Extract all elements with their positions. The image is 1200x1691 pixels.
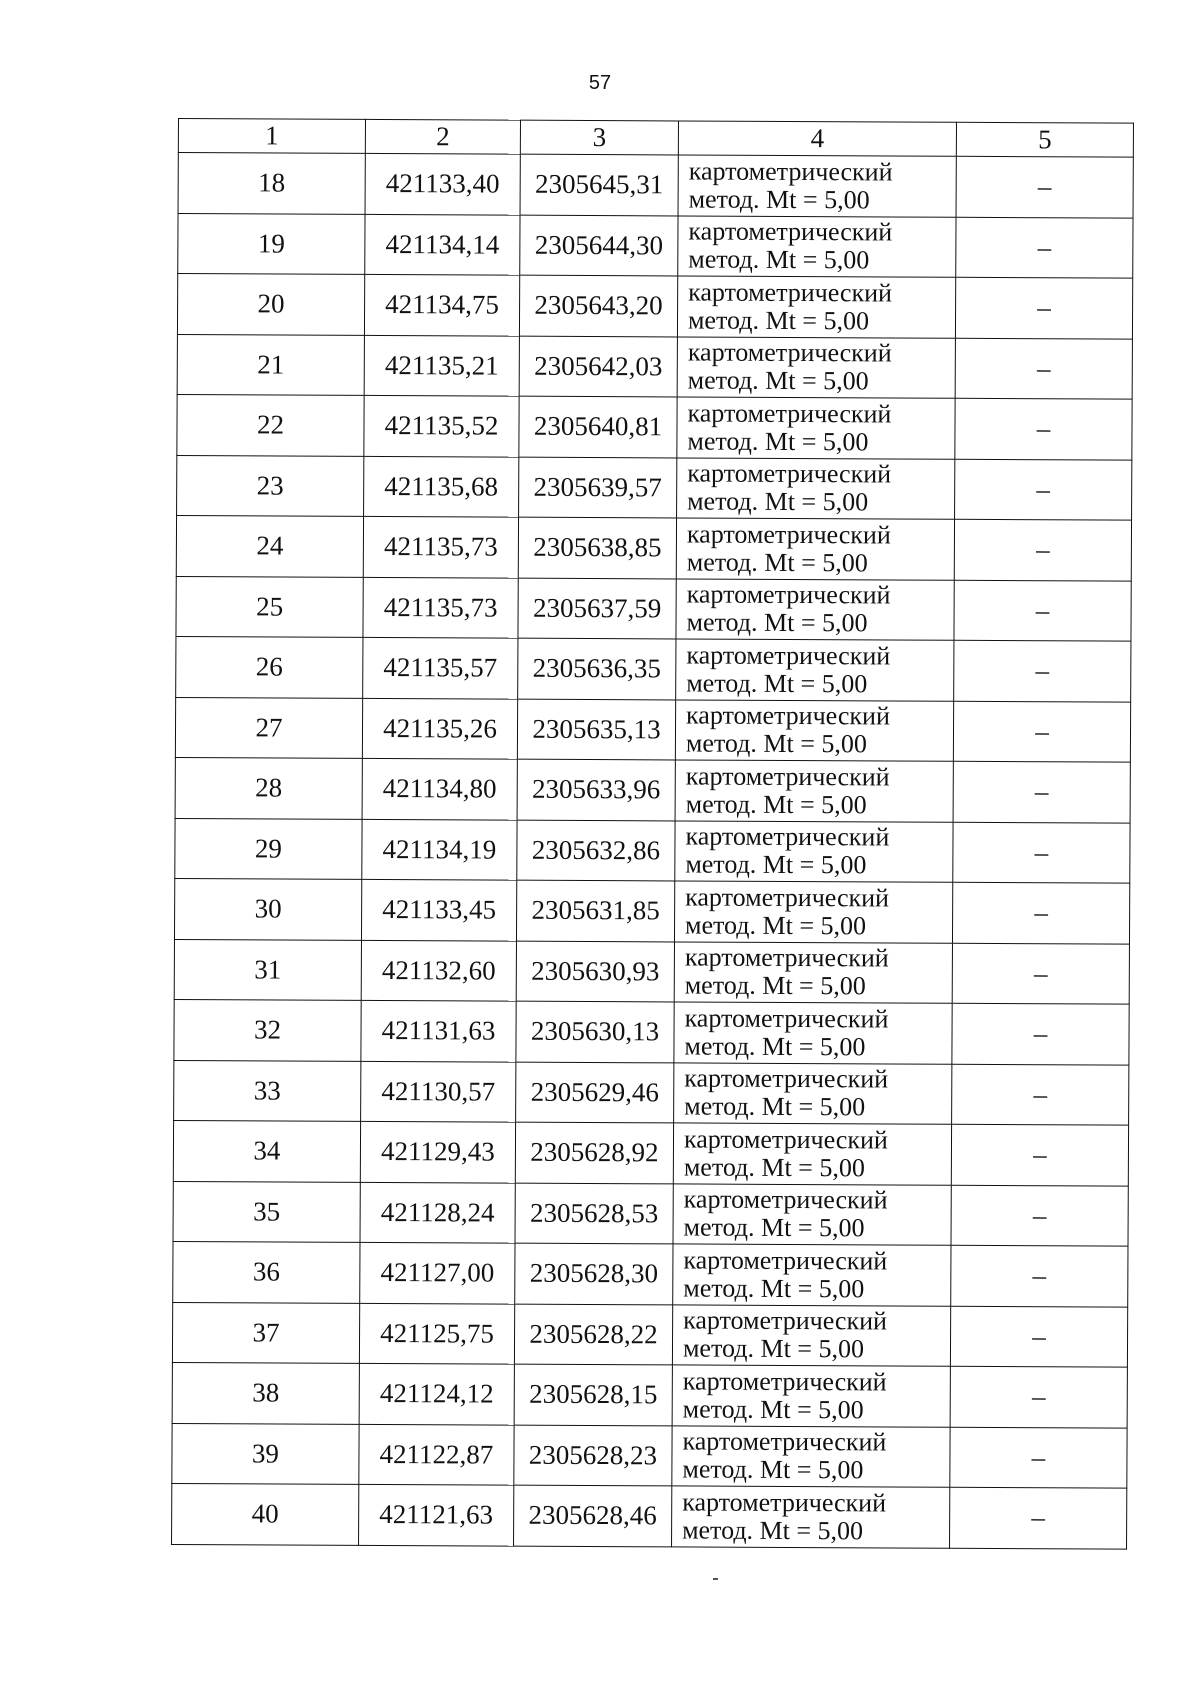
- note-cell: –: [955, 398, 1132, 459]
- method-line-1: картометрический: [685, 882, 890, 913]
- method-line-2: метод. Mt = 5,00: [682, 1333, 865, 1364]
- x-coordinate-cell: 421133,40: [365, 153, 520, 214]
- point-number-cell: 36: [173, 1241, 360, 1302]
- method-line-2: метод. Mt = 5,00: [688, 244, 870, 275]
- method-line-1: картометрический: [687, 458, 892, 489]
- note-cell: –: [956, 156, 1133, 217]
- method-line-2: метод. Mt = 5,00: [684, 1091, 866, 1122]
- method-line-2: метод. Mt = 5,00: [686, 547, 868, 578]
- method-line-1: картометрический: [685, 761, 890, 792]
- note-cell: –: [953, 701, 1130, 762]
- note-cell: –: [952, 1064, 1129, 1125]
- table-row: [174, 1060, 1129, 1125]
- y-coordinate-cell: 2305630,93: [516, 941, 674, 1002]
- method-line-2: метод. Mt = 5,00: [687, 486, 869, 517]
- y-coordinate-cell: 2305639,57: [519, 457, 677, 518]
- method-cell: [676, 518, 954, 580]
- note-cell: –: [954, 519, 1131, 580]
- point-number-cell: 22: [177, 394, 364, 455]
- note-cell: –: [954, 580, 1131, 641]
- method-cell: [674, 941, 952, 1003]
- y-coordinate-cell: 2305629,46: [516, 1062, 674, 1123]
- note-cell: –: [952, 943, 1129, 1004]
- table-row: [173, 1120, 1128, 1185]
- method-line-1: картометрический: [685, 821, 890, 852]
- point-number-cell: 20: [177, 274, 364, 335]
- note-cell: –: [955, 277, 1132, 338]
- method-line-1: картометрический: [684, 942, 889, 973]
- method-cell: [673, 1244, 951, 1306]
- header-cell-5: 5: [956, 122, 1133, 157]
- table-row: [178, 213, 1133, 278]
- method-cell: [673, 1183, 951, 1245]
- y-coordinate-cell: 2305628,53: [515, 1183, 673, 1244]
- point-number-cell: 25: [176, 576, 363, 637]
- point-number-cell: 18: [178, 153, 365, 214]
- coordinates-table: [171, 118, 1134, 1549]
- table-row: [175, 818, 1130, 883]
- method-cell: [675, 820, 953, 882]
- method-line-2: метод. Mt = 5,00: [686, 607, 868, 638]
- method-cell: [677, 457, 955, 519]
- y-coordinate-cell: 2305636,35: [518, 638, 676, 699]
- y-coordinate-cell: 2305645,31: [520, 154, 678, 215]
- note-cell: –: [953, 761, 1130, 822]
- point-number-cell: 21: [177, 334, 364, 395]
- x-coordinate-cell: 421131,63: [361, 1000, 516, 1061]
- note-cell: –: [953, 822, 1130, 883]
- method-line-1: картометрический: [686, 579, 891, 610]
- method-cell: [674, 1002, 952, 1064]
- y-coordinate-cell: 2305628,23: [514, 1425, 672, 1486]
- point-number-cell: 28: [175, 757, 362, 818]
- note-cell: –: [952, 1003, 1129, 1064]
- table-row: [177, 274, 1132, 339]
- y-coordinate-cell: 2305628,92: [515, 1122, 673, 1183]
- point-number-cell: 27: [175, 697, 362, 758]
- point-number-cell: 37: [172, 1302, 359, 1363]
- point-number-cell: 31: [174, 939, 361, 1000]
- method-line-1: картометрический: [684, 1003, 889, 1034]
- note-cell: –: [956, 217, 1133, 278]
- method-line-2: метод. Mt = 5,00: [683, 1152, 865, 1183]
- method-line-1: картометрический: [683, 1184, 888, 1215]
- method-line-1: картометрический: [687, 398, 892, 429]
- point-number-cell: 33: [174, 1060, 361, 1121]
- table-row: [172, 1362, 1127, 1427]
- table-row: [174, 878, 1129, 943]
- method-line-1: картометрический: [688, 277, 893, 308]
- x-coordinate-cell: 421133,45: [361, 879, 516, 940]
- method-cell: [674, 881, 952, 943]
- method-line-2: метод. Mt = 5,00: [686, 668, 868, 699]
- point-number-cell: 29: [175, 818, 362, 879]
- note-cell: –: [954, 640, 1131, 701]
- method-cell: [678, 215, 956, 277]
- method-cell: [672, 1425, 950, 1487]
- table-row: [176, 576, 1131, 641]
- table-row: [175, 757, 1130, 822]
- method-line-1: картометрический: [687, 337, 892, 368]
- table-row: [174, 999, 1129, 1064]
- table-row: [177, 455, 1132, 520]
- note-cell: –: [951, 1185, 1128, 1246]
- x-coordinate-cell: 421134,80: [362, 758, 517, 819]
- point-number-cell: 38: [172, 1362, 359, 1423]
- method-line-1: картометрический: [683, 1124, 888, 1155]
- header-cell-2: 2: [365, 119, 520, 154]
- method-cell: [676, 639, 954, 701]
- header-cell-3: 3: [520, 120, 678, 155]
- method-cell: [672, 1365, 950, 1427]
- scan-speck: [713, 1578, 718, 1580]
- point-number-cell: 26: [176, 636, 363, 697]
- method-line-2: метод. Mt = 5,00: [687, 305, 870, 336]
- y-coordinate-cell: 2305632,86: [517, 820, 675, 881]
- method-line-1: картометрический: [683, 1305, 888, 1336]
- x-coordinate-cell: 421122,87: [359, 1424, 514, 1485]
- point-number-cell: 32: [174, 999, 361, 1060]
- method-line-2: метод. Mt = 5,00: [684, 1031, 866, 1062]
- page-number: 57: [588, 72, 612, 94]
- y-coordinate-cell: 2305628,15: [514, 1364, 672, 1425]
- y-coordinate-cell: 2305628,30: [515, 1243, 673, 1304]
- table-row: [176, 515, 1131, 580]
- x-coordinate-cell: 421135,68: [364, 456, 519, 517]
- method-line-1: картометрический: [686, 700, 890, 731]
- note-cell: –: [952, 882, 1129, 943]
- note-cell: –: [950, 1487, 1127, 1548]
- method-line-2: метод. Mt = 5,00: [688, 184, 870, 215]
- x-coordinate-cell: 421132,60: [361, 940, 516, 1001]
- y-coordinate-cell: 2305642,03: [519, 336, 677, 397]
- header-cell-4: 4: [678, 121, 956, 156]
- method-cell: [675, 699, 953, 761]
- note-cell: –: [950, 1427, 1127, 1488]
- table-row: [172, 1423, 1127, 1488]
- method-line-1: картометрический: [682, 1487, 887, 1518]
- method-line-2: метод. Mt = 5,00: [683, 1273, 865, 1304]
- method-line-1: картометрический: [686, 640, 891, 671]
- point-number-cell: 24: [176, 515, 363, 576]
- x-coordinate-cell: 421135,57: [363, 637, 518, 698]
- x-coordinate-cell: 421135,21: [364, 335, 519, 396]
- x-coordinate-cell: 421129,43: [360, 1121, 515, 1182]
- method-line-2: метод. Mt = 5,00: [682, 1394, 864, 1425]
- x-coordinate-cell: 421125,75: [359, 1303, 514, 1364]
- method-line-1: картометрический: [686, 519, 891, 550]
- x-coordinate-cell: 421127,00: [360, 1242, 515, 1303]
- method-line-2: метод. Mt = 5,00: [685, 789, 867, 820]
- x-coordinate-cell: 421128,24: [360, 1182, 515, 1243]
- table-row: [178, 153, 1133, 218]
- y-coordinate-cell: 2305638,85: [518, 517, 676, 578]
- note-cell: –: [955, 338, 1132, 399]
- method-line-2: метод. Mt = 5,00: [687, 426, 869, 457]
- x-coordinate-cell: 421134,14: [365, 214, 520, 275]
- method-line-2: метод. Mt = 5,00: [683, 1212, 865, 1243]
- x-coordinate-cell: 421121,63: [359, 1484, 514, 1545]
- table-row: [174, 939, 1129, 1004]
- point-number-cell: 23: [177, 455, 364, 516]
- method-cell: [677, 336, 955, 398]
- method-line-2: метод. Mt = 5,00: [685, 849, 867, 880]
- method-line-2: метод. Mt = 5,00: [687, 365, 869, 396]
- point-number-cell: 39: [172, 1423, 359, 1484]
- x-coordinate-cell: 421134,75: [364, 274, 519, 335]
- x-coordinate-cell: 421130,57: [361, 1061, 516, 1122]
- point-number-cell: 35: [173, 1181, 360, 1242]
- method-line-2: метод. Mt = 5,00: [684, 970, 866, 1001]
- method-cell: [677, 276, 955, 338]
- y-coordinate-cell: 2305643,20: [519, 275, 677, 336]
- x-coordinate-cell: 421134,19: [362, 819, 517, 880]
- note-cell: –: [951, 1124, 1128, 1185]
- table-row: [175, 697, 1130, 762]
- y-coordinate-cell: 2305637,59: [518, 578, 676, 639]
- x-coordinate-cell: 421124,12: [359, 1363, 514, 1424]
- table-row: [173, 1181, 1128, 1246]
- method-line-2: метод. Mt = 5,00: [684, 910, 867, 941]
- y-coordinate-cell: 2305644,30: [520, 215, 678, 276]
- point-number-cell: 30: [174, 878, 361, 939]
- table-row: [176, 636, 1131, 701]
- point-number-cell: 34: [173, 1120, 360, 1181]
- x-coordinate-cell: 421135,73: [363, 516, 518, 577]
- point-number-cell: 19: [178, 213, 365, 274]
- note-cell: –: [955, 459, 1132, 520]
- method-line-1: картометрический: [683, 1245, 888, 1276]
- method-line-2: метод. Mt = 5,00: [682, 1454, 864, 1485]
- x-coordinate-cell: 421135,52: [364, 395, 519, 456]
- table-row: [177, 334, 1132, 399]
- method-line-1: картометрический: [684, 1063, 889, 1094]
- table-row: [173, 1241, 1128, 1306]
- header-cell-1: 1: [178, 119, 365, 154]
- method-line-2: метод. Mt = 5,00: [682, 1515, 864, 1546]
- y-coordinate-cell: 2305635,13: [517, 699, 675, 760]
- method-cell: [672, 1304, 950, 1366]
- method-line-2: метод. Mt = 5,00: [685, 728, 868, 759]
- table-header-row: [178, 119, 1133, 158]
- table-row: [172, 1483, 1127, 1548]
- method-cell: [673, 1123, 951, 1185]
- x-coordinate-cell: 421135,26: [362, 698, 517, 759]
- table-row: [172, 1302, 1127, 1367]
- method-line-1: картометрический: [688, 156, 893, 187]
- method-line-1: картометрический: [682, 1426, 887, 1457]
- method-cell: [677, 397, 955, 459]
- y-coordinate-cell: 2305628,46: [514, 1485, 672, 1546]
- y-coordinate-cell: 2305628,22: [514, 1304, 672, 1365]
- method-line-1: картометрический: [682, 1366, 887, 1397]
- method-cell: [672, 1486, 950, 1548]
- method-cell: [676, 578, 954, 640]
- method-cell: [675, 760, 953, 822]
- x-coordinate-cell: 421135,73: [363, 577, 518, 638]
- y-coordinate-cell: 2305640,81: [519, 396, 677, 457]
- y-coordinate-cell: 2305630,13: [516, 1001, 674, 1062]
- note-cell: –: [951, 1245, 1128, 1306]
- y-coordinate-cell: 2305633,96: [517, 759, 675, 820]
- y-coordinate-cell: 2305631,85: [516, 880, 674, 941]
- method-cell: [678, 155, 956, 217]
- method-line-1: картометрический: [688, 216, 893, 247]
- table-row: [177, 394, 1132, 459]
- note-cell: –: [950, 1306, 1127, 1367]
- point-number-cell: 40: [172, 1483, 359, 1544]
- method-cell: [674, 1062, 952, 1124]
- note-cell: –: [950, 1366, 1127, 1427]
